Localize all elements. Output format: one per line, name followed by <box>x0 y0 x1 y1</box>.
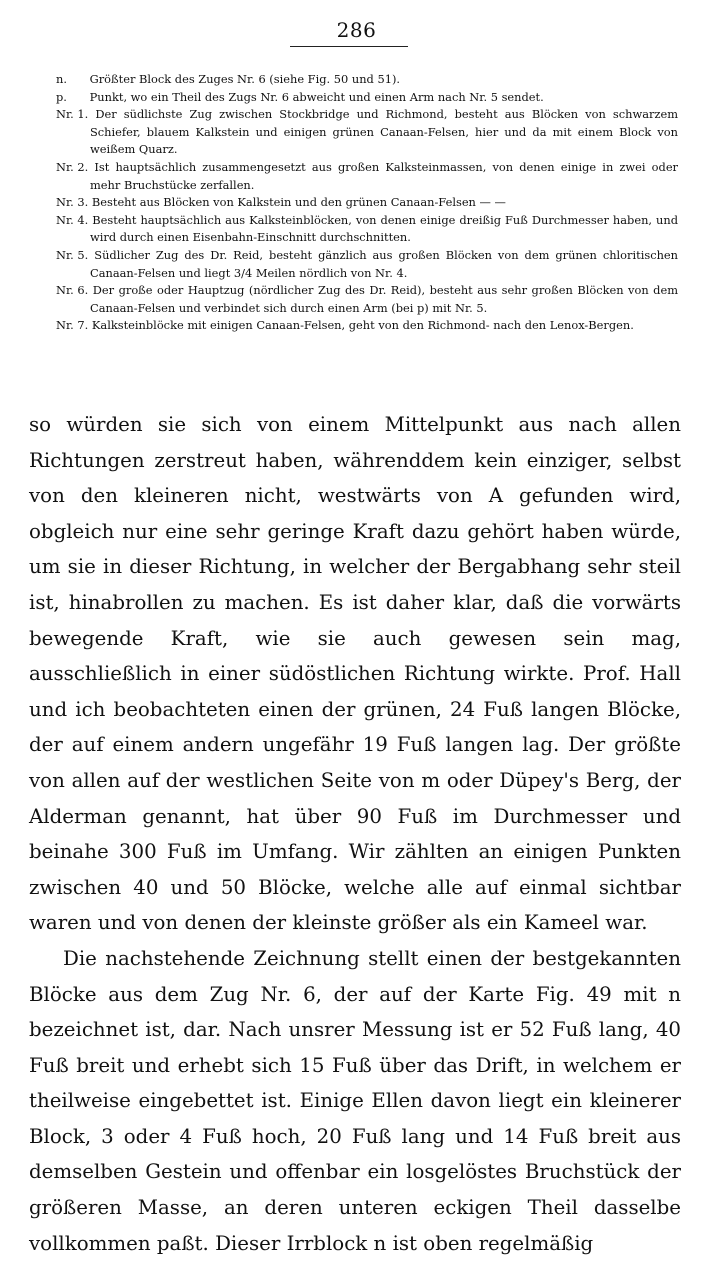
legend-text: Punkt, wo ein Theil des Zugs Nr. 6 abweicht und einen Arm nach Nr. 5 sendet. <box>89 89 544 104</box>
legend-entry <box>56 71 678 89</box>
legend-text: Größter Block des Zuges Nr. 6 (siehe Fig. 50 und 51). <box>89 72 401 86</box>
legend-text: Kalksteinblöcke mit einigen Canaan-Felsen, geht von den Richmond- nach den Lenox-Bergen. <box>91 318 634 333</box>
body-paragraph: Die nachstehende Zeichnung stellt einen der bestgekannten Blöcke aus dem Zug Nr. 6, der auf der Karte Fig. 49 mit n bezeichnet ist, dar. Nach unsrer Messung ist er 52 Fuß lang, 40 Fuß breit und erhebt sich 15 Fuß über das Drift, in welchem er theilweise eingebettet ist. Einige Ellen davon liegt ein kleinerer Block, 3 oder 4 Fuß hoch, 20 Fuß lang und 14 Fuß breit aus demselben Gestein und offenbar ein losgelöstes Bruchstück der größeren Masse, an deren unteren eckigen Theil dasselbe vollkommen paßt. Dieser Irrblock n ist oben regelmäßig <box>29 946 681 1255</box>
legend-entry <box>56 159 678 194</box>
legend-key: Nr. 3. <box>56 195 89 210</box>
body-text <box>29 407 681 1261</box>
legend-entry <box>56 317 678 335</box>
legend-entry <box>56 89 678 107</box>
legend-key: Nr. 1. <box>56 107 89 122</box>
legend-entry <box>56 282 678 317</box>
legend-text: Der südlichste Zug zwischen Stockbridge und Richmond, besteht aus Blöcken von schwarzem Schiefer, blauem Kalkstein und einigen grünen Canaan-Felsen, hier und da mit einem Block von weißem Quarz. <box>90 107 678 157</box>
legend-text: Südlicher Zug des Dr. Reid, besteht gänzlich aus großen Blöcken von dem grünen chloritischen Canaan-Felsen und liegt 3/4 Meilen nördlich von Nr. 4. <box>90 247 678 280</box>
legend-text: Der große oder Hauptzug (nördlicher Zug des Dr. Reid), besteht aus sehr großen Blöcken von dem Canaan-Felsen und verbindet sich durch einen Arm (bei p) mit Nr. 5. <box>90 283 678 315</box>
figure-legend <box>56 71 678 335</box>
legend-text: Ist hauptsächlich zusammengesetzt aus großen Kalksteinmassen, von denen einige in zwei oder mehr Bruchstücke zerfallen. <box>90 159 678 192</box>
legend-key: Nr. 4. <box>56 212 89 227</box>
legend-entry <box>56 194 678 212</box>
page-number: 286 <box>336 18 377 42</box>
legend-key: Nr. 2. <box>56 159 89 174</box>
body-paragraph: so würden sie sich von einem Mittelpunkt aus nach allen Richtungen zerstreut haben, währenddem kein einziger, selbst von den kleineren nicht, westwärts von A gefunden wird, obgleich nur eine sehr geringe Kraft dazu gehört haben würde, um sie in dieser Richtung, in welcher der Bergabhang sehr steil ist, hinabrollen zu machen. Es ist daher klar, daß die vorwärts bewegende Kraft, wie sie auch gewesen sein mag, ausschließlich in einer südöstlichen Richtung wirkte. Prof. Hall und ich beobachteten einen der grünen, 24 Fuß langen Blöcke, der auf einem andern ungefähr 19 Fuß langen lag. Der größte von allen auf der westlichen Seite von m oder Düpey's Berg, der Alderman genannt, hat über 90 Fuß im Durchmesser und beinahe 300 Fuß im Umfang. Wir zählten an einigen Punkten zwischen 40 und 50 Blöcke, welche alle auf einmal sichtbar waren und von denen der kleinste größer als ein Kameel war. <box>29 413 681 935</box>
legend-text: Besteht aus Blöcken von Kalkstein und den grünen Canaan-Felsen — — <box>91 195 506 210</box>
legend-text: Besteht hauptsächlich aus Kalksteinblöcken, von denen einige dreißig Fuß Durchmesser haben, und wird durch einen Eisenbahn-Einschnitt durchschnitten. <box>90 212 678 245</box>
legend-entry <box>56 212 678 247</box>
legend-entry <box>56 106 678 159</box>
page-rule <box>290 46 408 47</box>
legend-key: Nr. 5. <box>56 247 89 262</box>
legend-key: p. <box>56 89 67 104</box>
legend-entry <box>56 247 678 282</box>
legend-key: Nr. 7. <box>56 318 89 333</box>
legend-key: Nr. 6. <box>56 283 89 298</box>
legend-key: n. <box>56 72 67 86</box>
